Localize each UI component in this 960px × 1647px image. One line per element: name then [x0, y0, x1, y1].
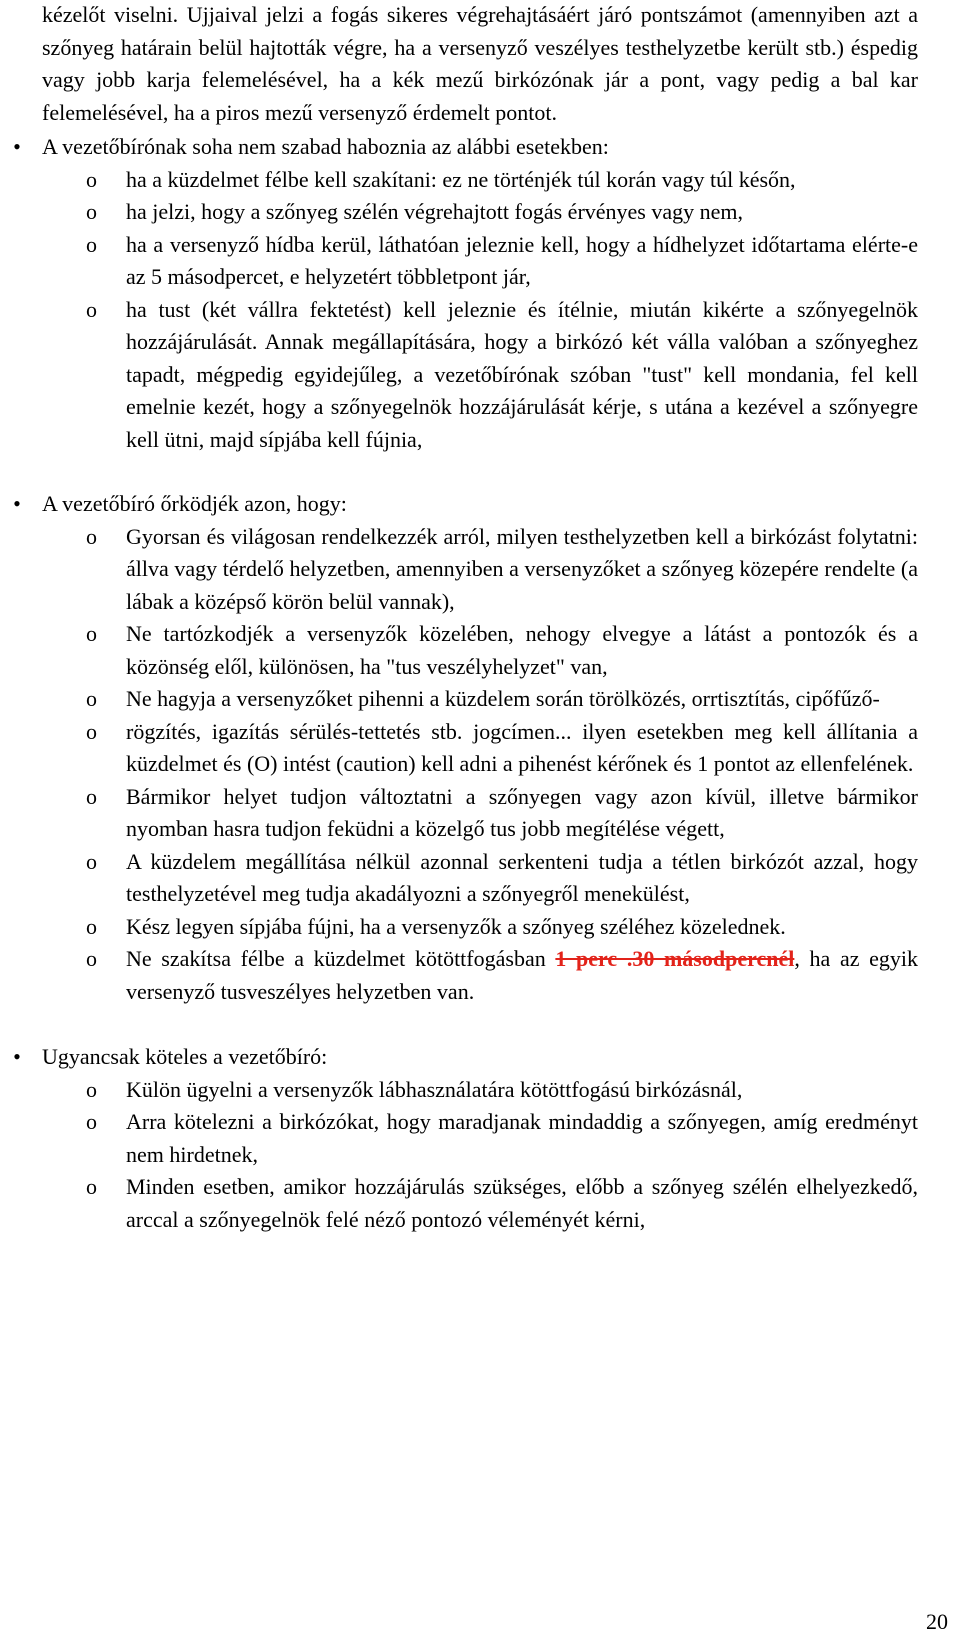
list-item: o Minden esetben, amikor hozzájárulás szükséges, előbb a szőnyeg szélén elhelyezkedő, arccal a szőnyegelnök felé néző pontozó véleményét kérni, [42, 1171, 918, 1236]
sub-list [42, 164, 918, 457]
bullet-section-2 [42, 488, 918, 1008]
page-number: 20 [926, 1609, 948, 1634]
list-marker: o [86, 946, 97, 971]
list-item: o Ne szakítsa félbe a küzdelmet kötöttfogásban 1 perc .30 másodpercnél, ha az egyik versenyző tusveszélyes helyzetben van. [42, 943, 918, 1008]
list-item: o Ne tartózkodjék a versenyzők közelében, nehogy elvegye a látást a pontozók és a közönség elől, különösen, ha "tus veszélyhelyzet" van, [42, 618, 918, 683]
list-item: o ha a küzdelmet félbe kell szakítani: ez ne történjék túl korán vagy túl későn, [42, 164, 918, 197]
sub-list [42, 1074, 918, 1237]
list-marker: o [86, 686, 97, 711]
list-item: o ha tust (két vállra fektetést) kell jeleznie és ítélnie, miután kikérte a szőnyegelnök hozzájárulását. Annak megállapítására, hogy a birkózó két válla valóban a szőnyeghez tapadt, mégpedig egyidejűleg, a vezetőbírónak szóban "tust" kell mondania, fel kell emelnie kezét, hogy a szőnyegelnök hozzájárulását kérje, s utána a kezével a szőnyegre kell ütni, majd sípjába kell fújnia, [42, 294, 918, 457]
bullet-icon [8, 131, 26, 164]
bullet-icon [8, 488, 26, 521]
bullet-section-3 [42, 1041, 918, 1236]
list-marker: o [86, 199, 97, 224]
struck-text: 1 perc .30 másodpercnél [555, 946, 795, 971]
list-item: o Ne hagyja a versenyzőket pihenni a küzdelem során törölközés, orrtisztítás, cipőfűző- [42, 683, 918, 716]
list-item: o rögzítés, igazítás sérülés-tettetés stb. jogcímen... ilyen esetekben meg kell állítania a küzdelmet és (O) intést (caution) kell adni a pihenést kérőnek és 1 pontot az ellenfelének. [42, 716, 918, 781]
list-marker: o [86, 783, 97, 809]
section-heading: Ugyancsak köteles a vezetőbíró: [42, 1044, 328, 1069]
list-marker: o [86, 718, 97, 744]
section-heading: A vezetőbíró őrködjék azon, hogy: [42, 491, 347, 516]
section-heading: A vezetőbírónak soha nem szabad haboznia az alábbi esetekben: [42, 134, 609, 159]
list-item: o Arra kötelezni a birkózókat, hogy maradjanak mindaddig a szőnyegen, amíg eredményt nem hirdetnek, [42, 1106, 918, 1171]
bullet-section-1 [42, 131, 918, 456]
list-item: o ha a versenyző hídba kerül, láthatóan jeleznie kell, hogy a hídhelyzet időtartama elérte-e az 5 másodpercet, e helyzetért többletpont jár, [42, 229, 918, 294]
list-marker: o [86, 1109, 97, 1134]
list-item: o ha jelzi, hogy a szőnyeg szélén végrehajtott fogás érvényes vagy nem, [42, 196, 918, 229]
list-marker: o [86, 231, 97, 257]
bullet-icon [8, 1041, 26, 1074]
list-marker: o [86, 1174, 97, 1199]
list-item: o A küzdelem megállítása nélkül azonnal serkenteni tudja a tétlen birkózót azzal, hogy testhelyzetével meg tudja akadályozni a szőnyegről menekülést, [42, 846, 918, 911]
document-page [42, 0, 918, 1236]
list-item: o Bármikor helyet tudjon változtatni a szőnyegen vagy azon kívül, illetve bármikor nyomban hasra tudjon feküdni a közelgő tus jobb megítélése végett, [42, 781, 918, 846]
list-marker: o [86, 621, 97, 646]
intro-paragraph: kézelőt viselni. Ujjaival jelzi a fogás sikeres végrehajtásáért járó pontszámot (amennyiben azt a szőnyeg határain belül hajtották végre, ha a versenyző veszélyes testhelyzetbe került stb.) éspedig vagy jobb karja felemelésével, ha a kék mezű birkózónak jár a pont, vagy pedig a bal kar felemelésével, ha a piros mezű versenyző érdemelt pontot. [42, 2, 918, 125]
list-marker: o [86, 296, 97, 322]
list-marker: o [86, 1076, 97, 1102]
list-item: o Külön ügyelni a versenyzők lábhasználatára kötöttfogású birkózásnál, [42, 1074, 918, 1107]
list-marker: o [86, 848, 97, 874]
sub-list [42, 521, 918, 1009]
list-marker: o [86, 523, 97, 549]
list-item: o Kész legyen sípjába fújni, ha a versenyzők a szőnyeg széléhez közelednek. [42, 911, 918, 944]
list-item: o Gyorsan és világosan rendelkezzék arról, milyen testhelyzetben kell a birkózást folytatni: állva vagy térdelő helyzetben, amennyiben a versenyzőket a szőnyeg közepére rendelte (a lábak a középső körön belül vannak), [42, 521, 918, 619]
list-marker: o [86, 913, 97, 939]
list-marker: o [86, 166, 97, 192]
